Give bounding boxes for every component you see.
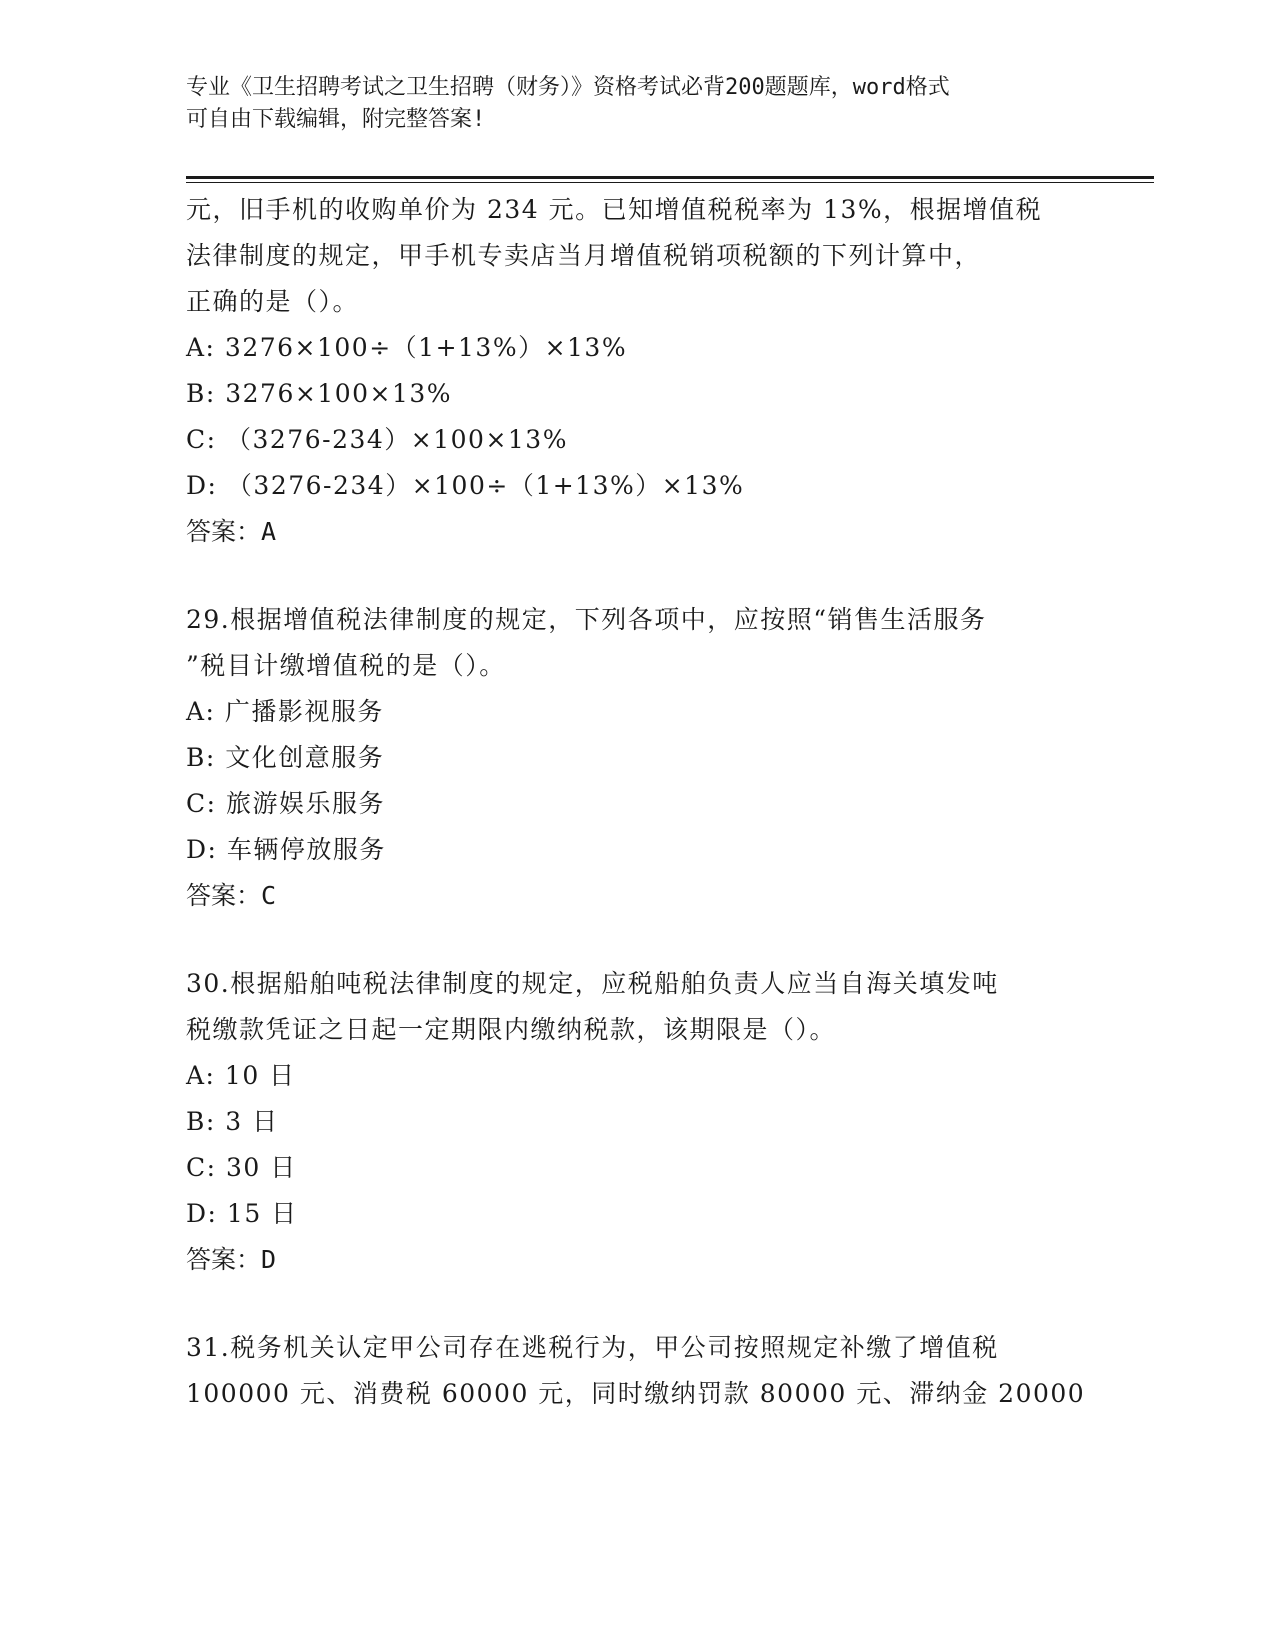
question-stem-line: 税缴款凭证之日起一定期限内缴纳税款，该期限是（）。 (186, 1015, 837, 1044)
option-b: B: 3 日 (186, 1107, 279, 1136)
option-d: D: 15 日 (186, 1199, 298, 1228)
answer-line: 答案：C (186, 881, 277, 910)
question-stem-line: 100000 元、消费税 60000 元，同时缴纳罚款 80000 元、滞纳金 20000 (186, 1379, 1086, 1408)
answer-line: 答案：D (186, 1245, 277, 1274)
question-28 (186, 187, 1086, 555)
option-d: D: （3276-234）×100÷（1+13%）×13% (186, 471, 745, 500)
question-stem-line: 元，旧手机的收购单价为 234 元。已知增值税税率为 13%，根据增值税 (186, 195, 1043, 224)
header-title-line-2: 可自由下载编辑，附完整答案! (186, 107, 486, 132)
option-a: A: 10 日 (186, 1061, 296, 1090)
question-stem-line: 29.根据增值税法律制度的规定，下列各项中，应按照“销售生活服务 (186, 605, 987, 634)
question-stem-line: 31.税务机关认定甲公司存在逃税行为，甲公司按照规定补缴了增值税 (186, 1333, 999, 1362)
option-c: C: （3276-234）×100×13% (186, 425, 568, 454)
question-29 (186, 597, 1086, 919)
header-title-line-1: 专业《卫生招聘考试之卫生招聘（财务）》资格考试必背200题题库，word格式 (186, 75, 950, 100)
header-divider-thick (186, 176, 1154, 179)
option-d: D: 车辆停放服务 (186, 835, 386, 864)
option-c: C: 旅游娱乐服务 (186, 789, 385, 818)
question-stem-line: ”税目计缴增值税的是（）。 (186, 651, 506, 680)
option-a: A: 3276×100÷（1+13%）×13% (186, 333, 628, 362)
question-stem-line: 法律制度的规定，甲手机专卖店当月增值税销项税额的下列计算中， (186, 241, 982, 270)
document-header (186, 72, 1066, 136)
question-stem-line: 30.根据船舶吨税法律制度的规定，应税船舶负责人应当自海关填发吨 (186, 969, 999, 998)
answer-line: 答案：A (186, 517, 277, 546)
question-list (186, 187, 1086, 1417)
option-b: B: 文化创意服务 (186, 743, 385, 772)
option-a: A: 广播影视服务 (186, 697, 384, 726)
question-31 (186, 1325, 1086, 1417)
option-b: B: 3276×100×13% (186, 379, 453, 408)
question-30 (186, 961, 1086, 1283)
question-stem-line: 正确的是（）。 (186, 287, 360, 316)
header-divider-thin (186, 182, 1154, 183)
option-c: C: 30 日 (186, 1153, 297, 1182)
